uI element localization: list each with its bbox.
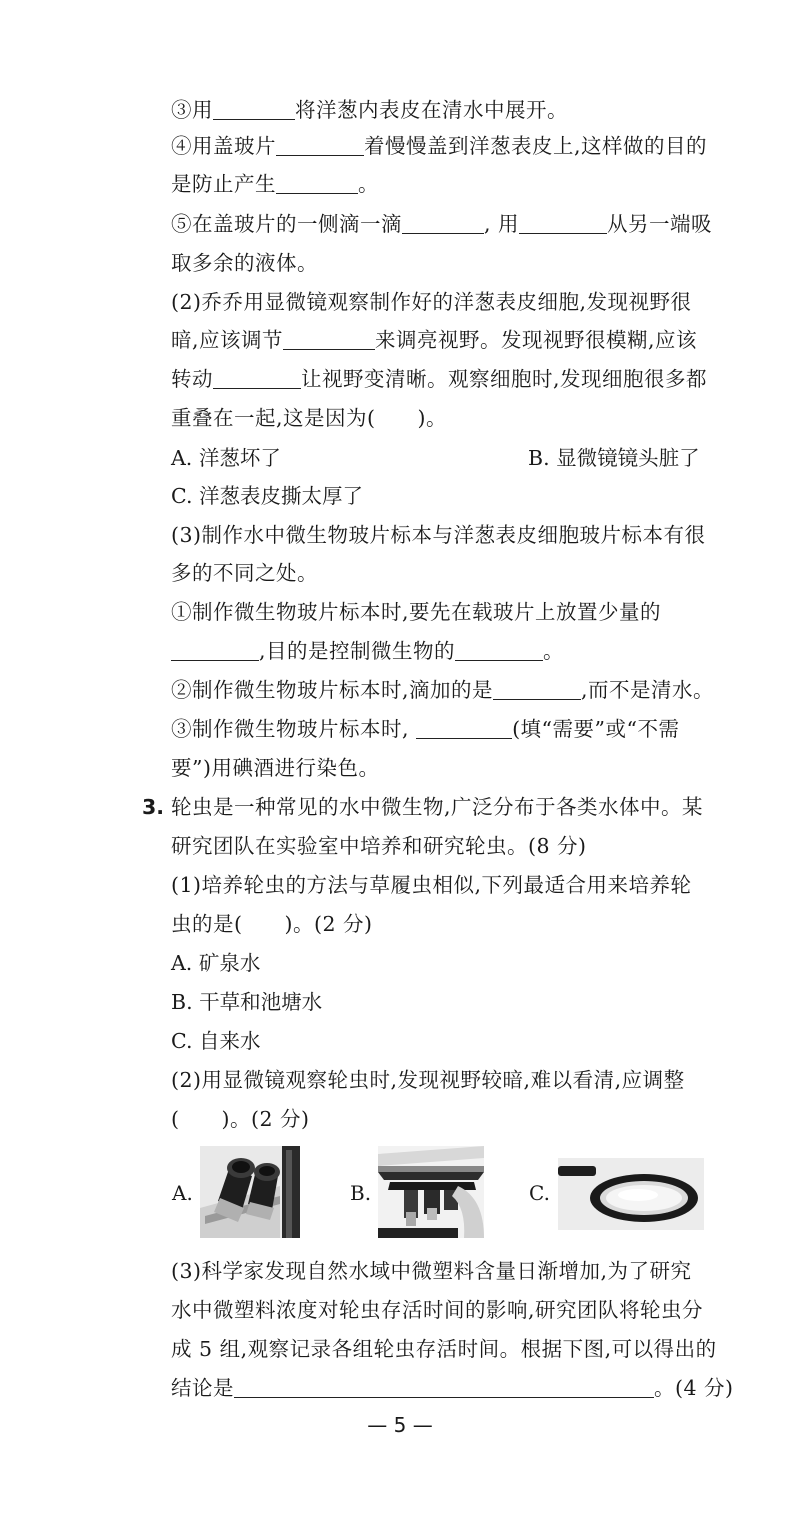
q3-3-line2: 水中微塑料浓度对轮虫存活时间的影响,研究团队将轮虫分 [171, 1298, 704, 1322]
q2-3-sub1-line1: ①制作微生物玻片标本时,要先在载玻片上放置少量的 [171, 600, 662, 624]
q3-3-line3: 成 5 组,观察记录各组轮虫存活时间。根据下图,可以得出的 [171, 1337, 717, 1361]
q3-2-line2: ( )。(2 分) [171, 1107, 310, 1131]
objective-photo[interactable] [378, 1146, 484, 1238]
q2-3-sub3-line1: ③制作微生物玻片标本时, (填“需要”或“不需 [171, 717, 680, 741]
q3-1-line1: (1)培养轮虫的方法与草履虫相似,下列最适合用来培养轮 [171, 873, 692, 897]
q3-1-line2: 虫的是( )。(2 分) [171, 912, 373, 936]
answer-blank[interactable] [234, 1377, 654, 1398]
answer-blank[interactable] [416, 718, 512, 739]
step-3-line: ③用 将洋葱内表皮在清水中展开。 [171, 98, 568, 122]
step-5-line: ⑤在盖玻片的一侧滴一滴 , 用 从另一端吸 [171, 212, 713, 236]
question-number: 3. [142, 795, 165, 819]
option-a[interactable]: A. 矿泉水 [171, 951, 261, 975]
q3-stem-line1: 轮虫是一种常见的水中微生物,广泛分布于各类水体中。某 [171, 795, 704, 819]
option-c[interactable]: C. 自来水 [171, 1029, 261, 1053]
option-a[interactable]: A. 洋葱坏了 [171, 446, 281, 470]
q2-3-sub1-line2: ,目的是控制微生物的 。 [171, 637, 756, 665]
answer-blank[interactable] [213, 99, 295, 120]
answer-blank[interactable] [276, 135, 364, 156]
q2-2-line1: (2)乔乔用显微镜观察制作好的洋葱表皮细胞,发现视野很 [171, 290, 692, 314]
option-c[interactable]: C. 洋葱表皮撕太厚了 [171, 484, 363, 508]
eyepiece-photo[interactable] [200, 1146, 300, 1238]
answer-blank[interactable] [402, 213, 484, 234]
page-number: — 5 — [367, 1413, 433, 1437]
answer-blank[interactable] [283, 329, 375, 350]
option-b[interactable]: B. 干草和池塘水 [171, 990, 323, 1014]
answer-blank[interactable] [519, 213, 607, 234]
q2-2-line2: 暗,应该调节 来调亮视野。发现视野很模糊,应该 [171, 328, 698, 352]
q2-2-line3: 转动 让视野变清晰。观察细胞时,发现细胞很多都 [171, 367, 708, 391]
q3-stem-line2: 研究团队在实验室中培养和研究轮虫。(8 分) [171, 834, 587, 858]
q2-3-line2: 多的不同之处。 [171, 561, 318, 585]
answer-blank[interactable] [455, 640, 543, 661]
q3-3-line4: 结论是 。(4 分) [171, 1376, 734, 1400]
image-option-b-label[interactable]: B. [350, 1181, 372, 1205]
step-4-line: ④用盖玻片 着慢慢盖到洋葱表皮上,这样做的目的 [171, 134, 708, 158]
reflector-mirror-photo[interactable] [558, 1158, 704, 1230]
q3-2-line1: (2)用显微镜观察轮虫时,发现视野较暗,难以看清,应调整 [171, 1068, 685, 1092]
image-option-a-label[interactable]: A. [172, 1181, 193, 1205]
step-4-cont: 是防止产生 。 [171, 172, 379, 196]
image-option-c-label[interactable]: C. [529, 1181, 550, 1205]
option-b[interactable]: B. 显微镜镜头脏了 [528, 446, 700, 470]
answer-blank[interactable] [213, 368, 301, 389]
answer-blank[interactable] [171, 640, 259, 661]
q2-3-line1: (3)制作水中微生物玻片标本与洋葱表皮细胞玻片标本有很 [171, 523, 706, 547]
q2-3-sub2: ②制作微生物玻片标本时,滴加的是 ,而不是清水。 [171, 678, 715, 702]
step-5-cont: 取多余的液体。 [171, 251, 318, 275]
answer-blank[interactable] [276, 173, 358, 194]
q2-3-sub3-line2: 要”)用碘酒进行染色。 [171, 756, 380, 780]
q3-3-line1: (3)科学家发现自然水域中微塑料含量日渐增加,为了研究 [171, 1259, 692, 1283]
answer-blank[interactable] [493, 679, 581, 700]
q2-2-line4: 重叠在一起,这是因为( )。 [171, 406, 448, 430]
